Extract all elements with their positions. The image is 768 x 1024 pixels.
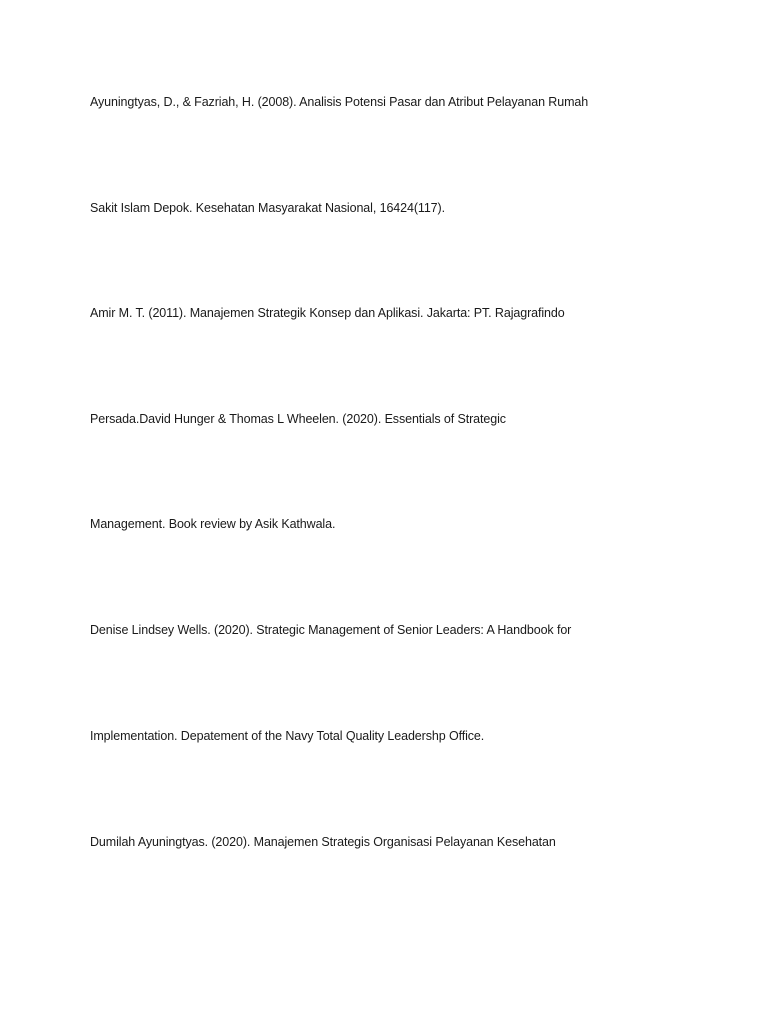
reference-line: Amir M. T. (2011). Manajemen Strategik Konsep dan Aplikasi. Jakarta: PT. Rajagrafindo (90, 306, 565, 320)
reference-line: Management. Book review by Asik Kathwala. (90, 517, 336, 531)
reference-line: Persada.David Hunger & Thomas L Wheelen. (2020). Essentials of Strategic (90, 412, 506, 426)
reference-line: Implementation. Depatement of the Navy Total Quality Leadershp Office. (90, 729, 485, 743)
reference-line: Denise Lindsey Wells. (2020). Strategic Management of Senior Leaders: A Handbook for (90, 623, 572, 637)
reference-line: Dumilah Ayuningtyas. (2020). Manajemen Strategis Organisasi Pelayanan Kesehatan (90, 835, 556, 849)
reference-line: Sakit Islam Depok. Kesehatan Masyarakat Nasional, 16424(117). (90, 201, 445, 215)
reference-line: Ayuningtyas, D., & Fazriah, H. (2008). Analisis Potensi Pasar dan Atribut Pelayanan Rumah (90, 95, 589, 109)
